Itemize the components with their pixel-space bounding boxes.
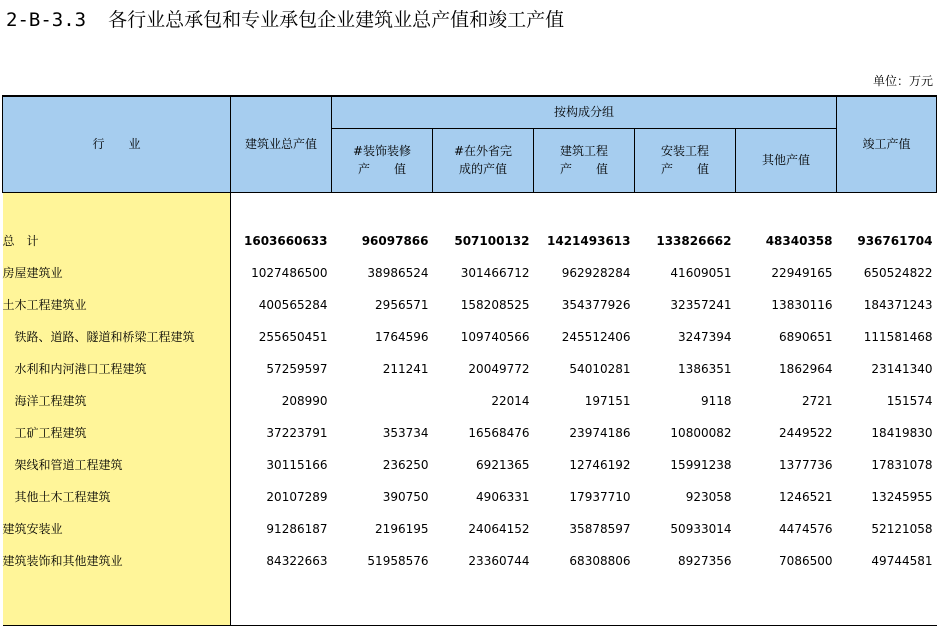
table-row: [3, 225, 937, 257]
header-completed-output: 竣工产值: [837, 96, 937, 192]
table-row: [3, 417, 937, 449]
header-by-component: 按构成分组: [332, 96, 837, 128]
cell-value: 16568476: [468, 425, 530, 440]
row-label: 铁路、道路、隧道和桥梁工程建筑: [3, 321, 231, 353]
cell-value: 13830116: [771, 297, 833, 312]
table-code: 2-B-3.3: [6, 9, 87, 31]
row-label: 建筑安装业: [3, 513, 231, 545]
cell-value: 6921365: [476, 457, 530, 472]
cell-value: 1386351: [678, 361, 732, 376]
unit-label: 单位：万元: [872, 74, 933, 88]
cell-value: 41609051: [670, 265, 732, 280]
cell-value: 211241: [382, 361, 429, 376]
cell-value: 158208525: [460, 297, 530, 312]
cell-value: 301466712: [460, 265, 530, 280]
row-label: 水利和内河港口工程建筑: [3, 353, 231, 385]
page-title: [6, 5, 564, 32]
header-out-of-province: #在外省完 成的产值: [433, 128, 534, 192]
cell-value: 1421493613: [547, 233, 631, 248]
cell-value: 30115166: [266, 457, 328, 472]
cell-value: 68308806: [569, 553, 631, 568]
cell-value: 245512406: [561, 329, 631, 344]
cell-value: 91286187: [266, 521, 328, 536]
cell-value: 24064152: [468, 521, 530, 536]
row-label: 房屋建筑业: [3, 257, 231, 289]
cell-value: 20049772: [468, 361, 530, 376]
cell-value: 2196195: [375, 521, 429, 536]
table-title: 各行业总承包和专业承包企业建筑业总产值和竣工产值: [108, 9, 565, 31]
cell-value: 507100132: [454, 233, 530, 248]
cell-value: 57259597: [266, 361, 328, 376]
cell-value: 22014: [491, 393, 530, 408]
cell-value: 354377926: [561, 297, 631, 312]
cell-value: 4906331: [476, 489, 530, 504]
cell-value: 390750: [382, 489, 429, 504]
cell-value: 20107289: [266, 489, 328, 504]
cell-value: 8927356: [678, 553, 732, 568]
cell-value: 48340358: [765, 233, 833, 248]
cell-value: 197151: [584, 393, 631, 408]
cell-value: 650524822: [863, 265, 933, 280]
header-construction: 建筑工程 产 值: [534, 128, 635, 192]
cell-value: 17937710: [569, 489, 631, 504]
bottom-spacer-row: [3, 577, 937, 626]
cell-value: 15991238: [670, 457, 732, 472]
cell-value: 936761704: [857, 233, 933, 248]
cell-value: 1862964: [779, 361, 833, 376]
cell-value: 1027486500: [251, 265, 328, 280]
cell-value: 1377736: [779, 457, 833, 472]
cell-value: 255650451: [258, 329, 328, 344]
cell-value: 400565284: [258, 297, 328, 312]
cell-value: 2956571: [375, 297, 429, 312]
header-installation: 安装工程 产 值: [635, 128, 736, 192]
cell-value: 3247394: [678, 329, 732, 344]
header-decoration: #装饰装修 产 值: [332, 128, 433, 192]
cell-value: 52121058: [871, 521, 933, 536]
cell-value: 208990: [281, 393, 328, 408]
cell-value: 17831078: [871, 457, 933, 472]
cell-value: 1764596: [375, 329, 429, 344]
cell-value: 353734: [382, 425, 429, 440]
cell-value: 49744581: [871, 553, 933, 568]
table-row: [3, 449, 937, 481]
table-row: [3, 481, 937, 513]
cell-value: 23141340: [871, 361, 933, 376]
table-row: [3, 257, 937, 289]
row-label: 架线和管道工程建筑: [3, 449, 231, 481]
cell-value: 22949165: [771, 265, 833, 280]
cell-value: 50933014: [670, 521, 732, 536]
cell-value: 1246521: [779, 489, 833, 504]
cell-value: 184371243: [863, 297, 933, 312]
table-row: [3, 385, 937, 417]
cell-value: 23974186: [569, 425, 631, 440]
header-other-output: 其他产值: [736, 128, 837, 192]
row-label: 海洋工程建筑: [3, 385, 231, 417]
cell-value: 51958576: [367, 553, 429, 568]
cell-value: 9118: [700, 393, 732, 408]
cell-value: 23360744: [468, 553, 530, 568]
cell-value: 1603660633: [244, 233, 328, 248]
cell-value: 133826662: [656, 233, 732, 248]
row-label: 其他土木工程建筑: [3, 481, 231, 513]
row-label: 工矿工程建筑: [3, 417, 231, 449]
cell-value: 109740566: [460, 329, 530, 344]
cell-value: 54010281: [569, 361, 631, 376]
table-row: [3, 353, 937, 385]
cell-value: 35878597: [569, 521, 631, 536]
cell-value: 12746192: [569, 457, 631, 472]
cell-value: 111581468: [863, 329, 933, 344]
cell-value: 10800082: [670, 425, 732, 440]
cell-value: 2449522: [779, 425, 833, 440]
table-row: [3, 513, 937, 545]
cell-value: 236250: [382, 457, 429, 472]
table-row: [3, 545, 937, 577]
cell-value: 38986524: [367, 265, 429, 280]
cell-value: 96097866: [361, 233, 429, 248]
cell-value: 37223791: [266, 425, 328, 440]
table-row: [3, 289, 937, 321]
cell-value: [332, 385, 433, 417]
cell-value: 151574: [886, 393, 933, 408]
cell-value: 4474576: [779, 521, 833, 536]
cell-value: 923058: [685, 489, 732, 504]
header-industry: 行 业: [3, 96, 231, 192]
cell-value: 962928284: [561, 265, 631, 280]
cell-value: 2721: [801, 393, 833, 408]
cell-value: 32357241: [670, 297, 732, 312]
cell-value: 18419830: [871, 425, 933, 440]
cell-value: 7086500: [779, 553, 833, 568]
cell-value: 6890651: [779, 329, 833, 344]
row-label: 建筑装饰和其他建筑业: [3, 545, 231, 577]
cell-value: 84322663: [266, 553, 328, 568]
header-total-output: 建筑业总产值: [231, 96, 332, 192]
table-row: [3, 321, 937, 353]
cell-value: 13245955: [871, 489, 933, 504]
spacer-row: [3, 192, 937, 225]
row-label: 土木工程建筑业: [3, 289, 231, 321]
data-table: [2, 95, 937, 626]
row-label: 总 计: [3, 225, 231, 257]
